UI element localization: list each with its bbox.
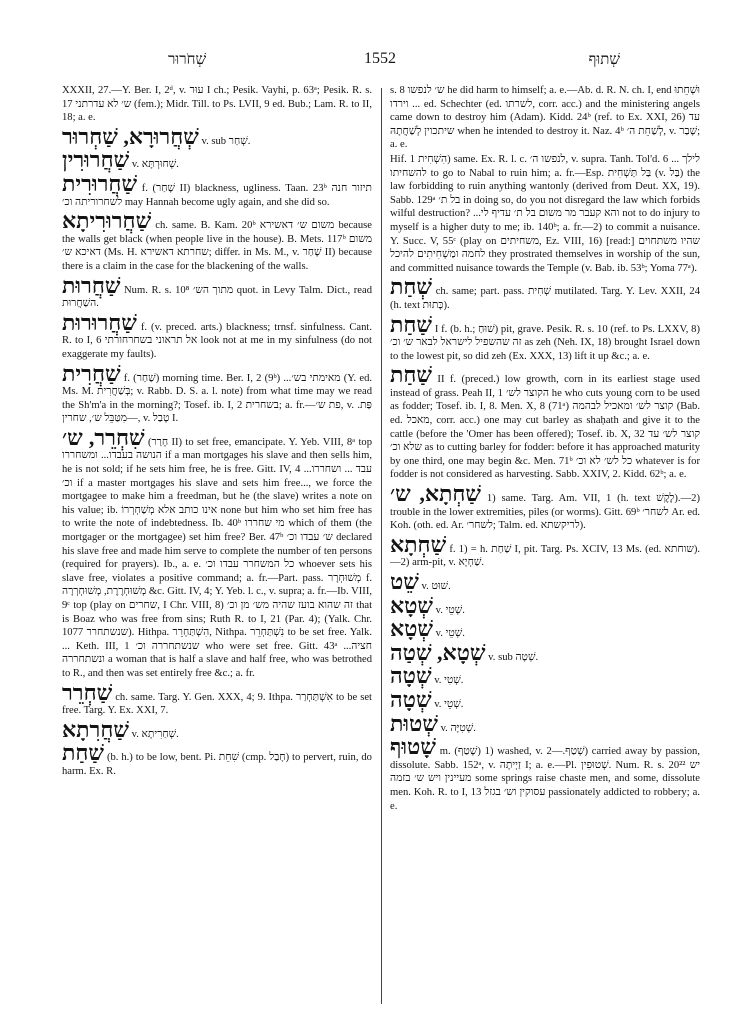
entry-text: f. (v. preced. arts.) blackness; trnsf. sinfulness. Cant. R. to I, 6 אל תראוני בשחרחורתי look not at me in my sinfulness (do not exaggerate my faults). [62, 321, 372, 360]
entry-headword: שָׁטוּף [390, 734, 436, 760]
entry-headword: שַׁחֲרִתָא [62, 716, 129, 742]
entry-text: v. שְׁטִיָּה. [440, 722, 476, 734]
entry-headword: שֵׁט [390, 569, 419, 594]
entry-headword: שְׁטָא, שְׁטַה [390, 639, 486, 665]
entry-text: Hif. הִשְׁחִית 1) same. Ex. R. l. c. לנפשו ה׳, v. supra. Tanh. Tol'd. 6 לילך ... להשחיתו to go to Nabal to ruin him; a. fr.—Esp. בַּל תַּשְׁחִית (v. בַּל) the law forbidding to ruin anything wantonly (derived from Deut. XX, 19). Sabb. 129ᵃ בל ת׳ in doing so, do you not disregard the law which forbids wilful destruction? ...והא קעבר מר משום בל ת׳ עדיף לי not to do injury to myself is a higher duty to me; ib. 140ᵇ; a. fr.—2) to commit a nuisance. Y. Succ. V, 55ᶜ (play on משחיתים, Ez. VIII, 16) [read:] שהיו משתחוים לחמה ומַשְׁחִיתִים להיכל they prostrated themselves in worship of the sun, and committed nuisance towards the Temple (v. Bab. ib. 53ᵇ; Yoma 77ᵃ). [390, 153, 700, 274]
dictionary-entry [390, 276, 700, 312]
column-divider [381, 88, 382, 1004]
entry-headword: שַׁחַת [62, 740, 105, 766]
entry-text: f. (שַׁחַר) morning time. Ber. I, 2 (9ᵇ) ...מאימתי בש׳ (Y. ed. Ms. M. בְּשַׁחֲרִית; v. Rabb. D. S. a. l. note) from what time may we read the Sh'm'a in the morning?; Tosef. ib. I, 2 בשחרית; a. fr.—פת ש׳, v. פַּת.—מִטַּבֵּל ש׳, שחרין, v. טָבַל I. [62, 372, 372, 425]
dictionary-entry [62, 309, 372, 362]
dictionary-entry [390, 686, 700, 712]
dictionary-entry [62, 170, 372, 209]
entry-headword: שַׁחֲרוּת [62, 272, 121, 298]
left-column [62, 84, 372, 1004]
entry-text: II f. (preced.) low growth, corn in its earliest stage used instead of grass. Peah II, 1 הקוצר לש׳ he who cuts young corn to be used as fodder; Tosef. ib. I, 8. Men. X, 8 (71ᵃ) קוצר לש׳ ומאכיל לבהמה (Bab. ed. מאכל, corr. acc.) one may cut barley as shaḥath and give it to the cattle (before the 'Omer has been offered); Tosef. ib. X, 32 קוצר לש׳ עד שלא וכ׳ as to cutting barley for fodder: before it has approached maturity by one third, one may begin &c. Men. 71ᵇ כל לש׳ לא וכ׳ whatever is for fodder is not considered as harvesting. Sabb. XXIV, 2. Kidd. 62ᵇ; a. e. [390, 374, 700, 481]
entry-headword: שְׁטָה [390, 686, 432, 712]
dictionary-entry [62, 679, 372, 718]
entry-text: v. שְׁחוּרְתָּא. [131, 159, 179, 171]
dictionary-entry [62, 210, 372, 273]
entry-headword: שַׁחַת [390, 362, 433, 388]
entry-text: (b. h.) to be low, bent. Pi. שִׁחֵת (cmp. חָבַל) to pervert, ruin, do harm. Ex. R. [62, 752, 372, 777]
dictionary-entry [390, 483, 700, 533]
entry-text: f. (שָׁחַר II) blackness, ugliness. Taan. 23ᵇ תיזור חנה לשחרוריתה וכ׳ may Hannah become ugly again, and she did so. [62, 182, 372, 208]
dictionary-entry [62, 360, 372, 426]
entry-headword: שַׁחְרֵר [62, 679, 113, 705]
entry-headword: שְׁטוּת [390, 710, 438, 736]
dictionary-entry [390, 571, 700, 594]
entry-headword: שַׁחֲרִית [62, 360, 121, 386]
entry-headword: שַׁחְתָא, ש׳ [390, 481, 482, 507]
dictionary-entry [390, 153, 700, 275]
entry-text: (חָרַר II) to set free, emancipate. Y. Yeb. VIII, 8ᵃ top הנושה בעבדו... ומשחררו if a man mortgages his slave and then sells him, he is not sold; if he sets him free, he is free. Gitt. IV, 4 ...עבד ... ושחררו וכ׳ if a master mortgages his slave and sets him free..., we force the mortgagee to make him a freedman, but he (the slave) writes a note on his value; ib. אינו כותב אלא מְשַׁחְרְרוֹ none but him who set him free has to write the note of indebtedness. Ib. 40ᵇ מי שחררו which of them (the mortgager or the mortgagee) set him free? Ber. 47ᵇ ש׳ עבדו וכ׳ declared his slave free and made him serve to complete the number of ten persons (required for prayers). Ib., a. e. כל המשחרר עבדו וכ׳ whoever sets his slave free, violates a positive command; a. fr.—Part. pass. מְשׁוּחְרָר f. מְשׁוּחְרֶרֶת, מְשׁוּחְרְרָה &c. Gitt. IV, 4; Y. Yeb. l. c., v. supra; a. fr.—Ib. VIII, 9ᶜ top (play on שחרים, I Chr. VIII, 8) זה שהוא בועז שהיה מש׳ מן וכ׳ that is Boaz who was free from sins; Ruth R. to I, 21 (Par. 4); (Yalk. Chr. 1077 שנשתחרר). Hithpa. הִשְׁתַּחְרֵר, Nithpa. נִשְׁתַּחְרֵר to be set free. Yalk. ... Keth. III, 1 שנשתחררה וכ׳ who were set free. Gitt. 43ᵃ ...חציה ונשתחררה a woman that is half a slave and half free, who was betrothed to R., and then was set entirely free &c.; a. fr. [62, 436, 372, 679]
dictionary-entry [62, 424, 372, 681]
entry-text: 1) same. Targ. Am. VII, 1 (h. text לֶקֶשׁ).—2) trouble in the lower extremities, piles (or worms). Gitt. 69ᵇ לשחר׳ Ar. ed. Koh. (oth. ed. Ar. לשחר׳; Talm. ed. לריקשתא). [390, 493, 700, 532]
entry-headword: שְׁחֲרוּרָא, שַׁחְרוּר [62, 123, 199, 149]
dictionary-entry [390, 311, 700, 364]
page-number: 1552 [364, 50, 396, 67]
dictionary-entry [390, 531, 700, 570]
dictionary-entry [62, 149, 372, 172]
dictionary-entry [62, 742, 372, 778]
dictionary-entry [390, 665, 700, 688]
entry-text: v. שְׁטִי. [434, 675, 464, 687]
running-header [60, 52, 700, 76]
entry-headword: שַׁחֲרוּרִין [62, 147, 130, 173]
dictionary-entry [390, 364, 700, 482]
dictionary-entry [62, 272, 372, 311]
entry-text: m. (שָׁטַף) 1) washed, v. שְׁטַף.—2) carried away by passion, dissolute. Sabb. 152ᵃ, v. זַיְיתָה I; a. e.—Pl. שְׁטוּפִין. Num. R. s. 20²² יש מעיינין ויש ש׳ בזמה some springs raise chaste men, and some, dissolute men. Koh. R. to I, 13 עסוקין וש׳ בגזל passionately addicted to robbery; a. e. [390, 746, 700, 812]
entry-text: ch. same. Targ. Y. Gen. XXX, 4; 9. Ithpa. אִשְׁתַּחְרַר to be set free. Targ. Y. Ex. XXI, 7. [62, 691, 372, 717]
entry-text: I f. (b. h.; שׁוּחַ) pit, grave. Pesik. R. s. 10 (ref. to Ps. LXXV, 8) זה שהשפיל לישראל לבאר ש׳ וכ׳ as zeh (Neh. IX, 18) brought Israel down to the lowest pit, so did zeh (Ex. XXX, 13) lift it up &c.; a. e. [390, 323, 700, 362]
dictionary-entry [390, 592, 700, 618]
entry-text: v. שְׁחַרִיתָא. [131, 728, 179, 740]
dictionary-entry [390, 84, 700, 152]
entry-text: v. שְׁטֵי. [435, 604, 465, 616]
entry-headword: שַׁחֲרוּרוּת [62, 309, 137, 335]
dictionary-entry [390, 710, 700, 736]
dictionary-entry [62, 84, 372, 125]
header-headword-right: שְׁתוּף [588, 52, 620, 68]
entry-text: v. שְׁטֵי. [435, 628, 465, 640]
right-column [390, 84, 700, 1004]
entry-text: f. 1) = h. שַׁחַת I, pit. Targ. Ps. XCIV, 13 Ms. (ed. שוחתא).—2) arm-pit, v. שַׁחְיָא. [390, 543, 700, 569]
dictionary-entry [390, 736, 700, 813]
header-headword-left: שְׁחֹרוּר [168, 52, 207, 68]
entry-headword: שַׁחֲרוּרִיתָא [62, 208, 152, 234]
dictionary-entry [62, 716, 372, 742]
entry-text: Num. R. s. 10⁸ מתוך הש׳ quot. in Levy Talm. Dict., read השַׁחֲרוּת. [62, 284, 372, 310]
entry-text: s. 8 ש׳ לנפשו he did harm to himself; a. e.—Ab. d. R. N. ch. I, end וּשְׁחֵתוּ ... וירדו ed. Schechter (ed. לשרתו, corr. acc.) and the ministering angels came down to destroy him (Adam). Kidd. 24ᵇ (ref. to Ex. XXI, 26) עד שיתכוין לְשַׁחֲתָהּ when he intended to destroy it. Naz. 4ᵇ לְשַׁחֵת ה׳, v. שָׁבַר; a. e. [390, 85, 700, 151]
entry-headword: שְׁטָא [390, 616, 433, 642]
dictionary-entry [390, 639, 700, 665]
dictionary-entry [62, 123, 372, 149]
entry-headword: שַׁחֲרוּרִית [62, 170, 138, 196]
dictionary-entry [390, 618, 700, 641]
entry-headword: שְׁחַת [390, 274, 433, 300]
entry-text: v. שׁוּט. [421, 581, 451, 592]
entry-headword: שִׁחְרֵר, ש׳ [62, 424, 145, 450]
entry-headword: שַׁחַת [390, 311, 433, 337]
entry-headword: שְׁטָה [390, 663, 432, 689]
entry-text: ch. same. B. Kam. 20ᵇ משום ש׳ דאשירא because the walls get black (when people live in the house). B. Mets. 117ᵇ משום דאיכא ש׳ (Ms. H. שחרתא דאשירא; differ. in Ms. M., v. שָׁחַר II) because there is a claim in the case for the blackening of the walls. [62, 220, 372, 272]
entry-text: v. שְׁטֵי. [434, 698, 464, 710]
entry-text: XXXII, 27.—Y. Ber. I, 2ᵈ, v. עוּר I ch.; Pesik. Vayhi, p. 63ᵃ; Pesik. R. s. 17 ש׳ לא עדרתני (fem.); Midr. Till. to Ps. LVII, 9 ed. Bub.; Lam. R. to II, 18; a. e. [62, 85, 372, 124]
entry-text: v. sub שְׁחַר. [201, 135, 251, 147]
entry-headword: שְׁטָא [390, 592, 433, 618]
entry-text: ch. same; part. pass. שְׁחִית mutilated. Targ. Y. Lev. XXII, 24 (h. text כָּתוּת). [390, 286, 700, 311]
entry-headword: שַׁחְתָא [390, 531, 447, 557]
entry-text: v. sub שְׁטָה. [488, 651, 539, 663]
